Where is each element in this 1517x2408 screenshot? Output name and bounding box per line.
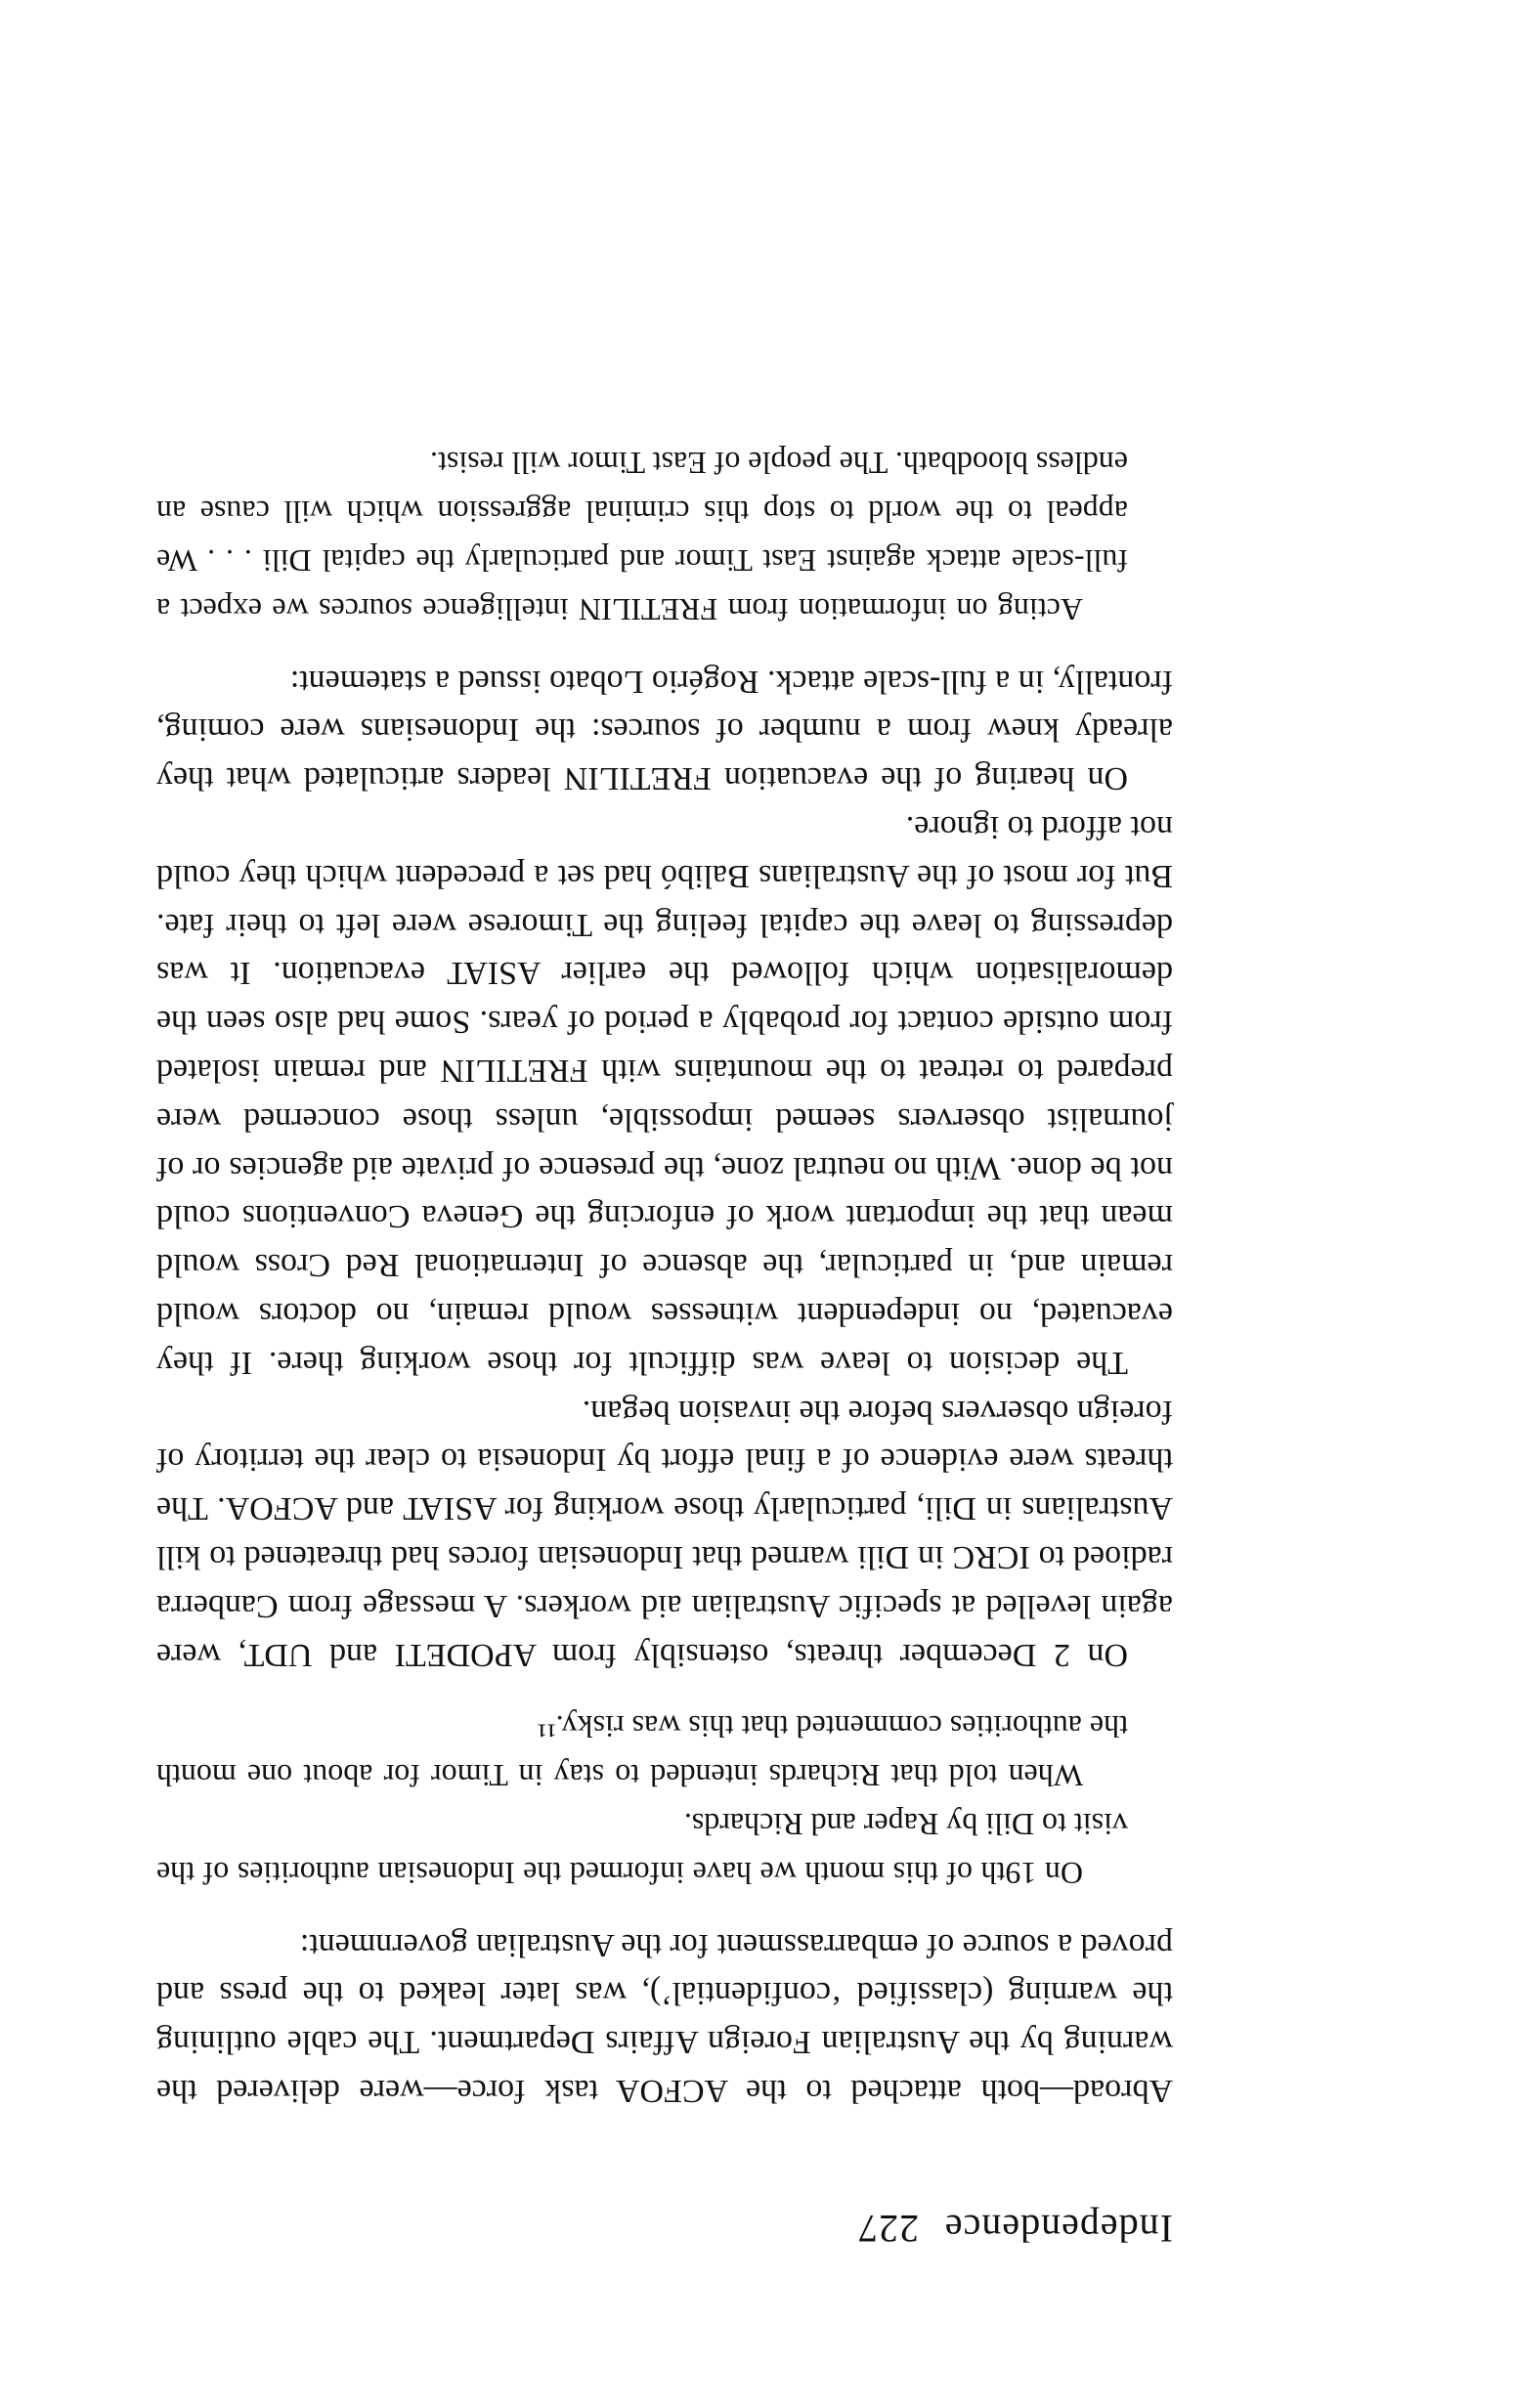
page-number: 227 (857, 2207, 919, 2251)
block-quote-2: When told that Richards intended to stay in Timor for about one month the authorities commented that this was risky.¹¹ (156, 1709, 1128, 1794)
body-text (156, 439, 1173, 2115)
running-head (156, 2183, 1173, 2252)
running-head-title: Independence (943, 2207, 1173, 2251)
paragraph-threats: On 2 December threats, ostensibly from APODETI and UDT, were again levelled at specific Australian aid workers. A message from Canberra radioed to ICRC in Dili warned that Indonesian forces had threatened to kill Australians in Dili, particularly those working for ASIAT and ACFOA. The threats were evidence of a final effort by Indonesia to clear the territory of foreign observers before the invasion began. (156, 1393, 1173, 1673)
spacer (156, 633, 1173, 657)
paragraph-decision: The decision to leave was difficult for those working there. If they evacuated, no independent witnesses would remain, no doctors would remain and, in particular, the absence of International Red Cross would mean that the important work of enforcing the Geneva Conventions could not be done. With no neutral zone, the presence of private aid agencies or of journalist observers seemed impossible, unless those concerned were prepared to retreat to the mountains with FRETILIN and remain isolated from outside contact for probably a period of years. Some had also seen the demoralisation which followed the earlier ASIAT evacuation. It was depressing to leave the capital feeling the Timorese were left to their fate. But for most of the Australians Balibó had set a precedent which they could not afford to ignore. (156, 809, 1173, 1381)
paragraph-fretilin: On hearing of the evacuation FRETILIN leaders articulated what they already knew from a number of sources: the Indonesians were coming, frontally, in a full-scale attack. Rogério Lobato issued a statement: (156, 663, 1173, 797)
spacer (156, 1679, 1173, 1702)
block-quote-1: On 19th of this month we have informed the Indonesian authorities of the visit to Dili by Raper and Richards. (156, 1807, 1128, 1891)
paragraph-continuation: Abroad—both attached to the ACFOA task force—were delivered the warning by the Australian Foreign Affairs Department. The cable outlining the warning (classified ‘confidential’), was later leaked to the press and proved a source of embarrassment for the Australian government: (156, 1926, 1173, 2109)
block-quote-statement: Acting on information from FRETILIN intelligence sources we expect a full-scale attack against East Timor and particularly the capital Dili . . . We appeal to the world to stop this criminal aggression which will cause an endless bloodbath. The people of East Timor will resist. (156, 446, 1128, 627)
spacer (156, 1897, 1173, 1920)
text-block (156, 439, 1173, 2252)
